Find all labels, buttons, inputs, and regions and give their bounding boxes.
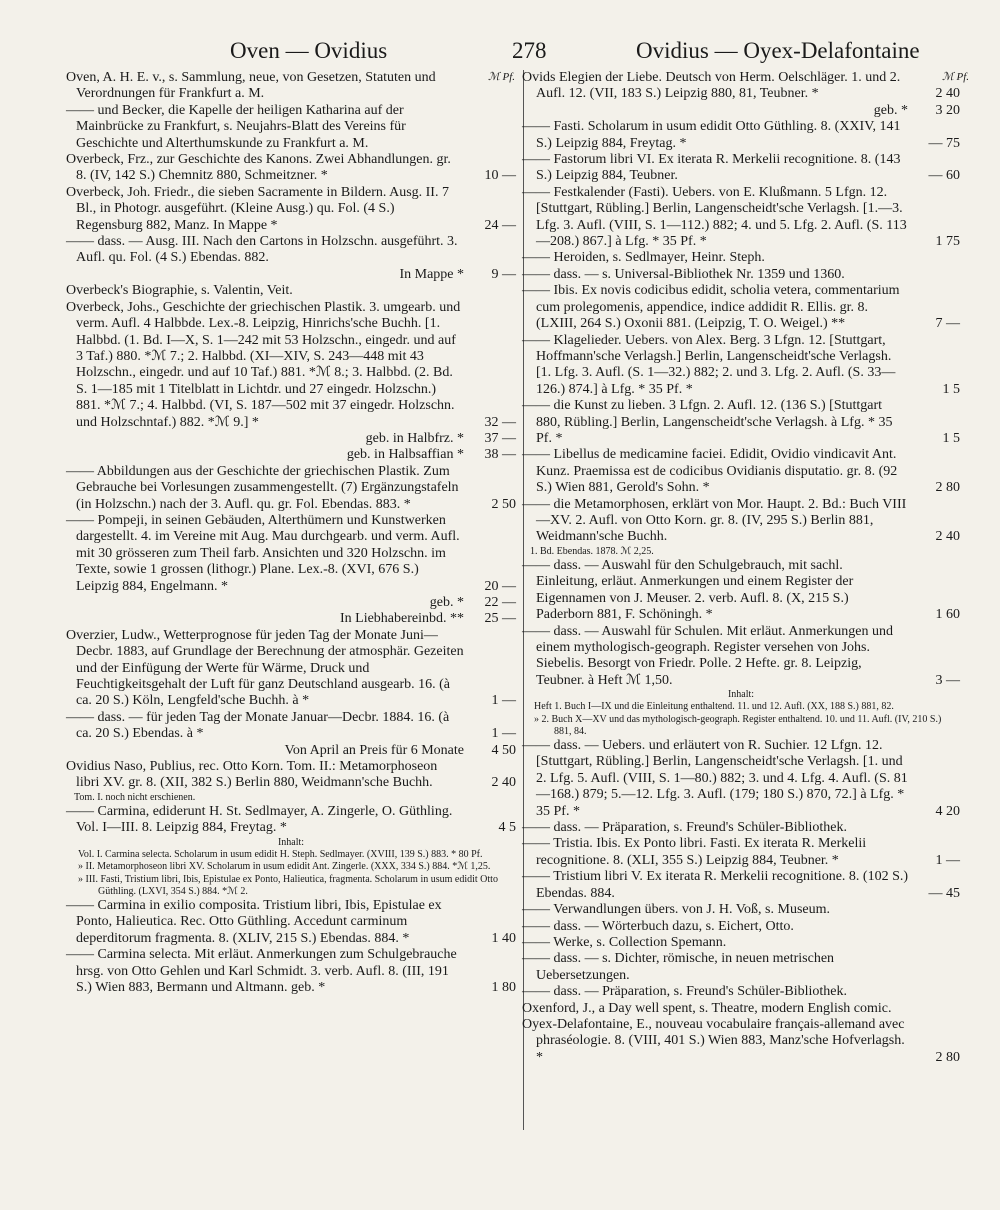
catalog-entry	[522, 70, 960, 103]
entry-price: 4 5	[498, 820, 516, 836]
entry-price: 3 20	[935, 102, 960, 118]
catalog-entry	[66, 464, 516, 513]
entry-text: —— dass. — Uebers. und erläutert von R. Suchier. 12 Lfgn. 12. [Stuttgart, Rübling.] Berlin, Langenscheidt'sche Verlagsh. [1. und 2. Lfg. 5. Aufl. (VIII, S. 1—80.) 882; 3. und 4. Lfg. 4. Aufl. (S. 81—168.) 879; 5.—12. Lfg. 3. Aufl. (179; 180 S.) 870, 72.] à Lfg. * 35 Pf. *	[522, 738, 908, 819]
catalog-entry	[66, 804, 516, 837]
money-header-right: ℳ Pf.	[942, 71, 970, 83]
catalog-entry	[522, 902, 960, 918]
entry-price: 2 80	[935, 1049, 960, 1065]
entry-text: —— Fasti. Scholarum in usum edidit Otto Güthling. 8. (XXIV, 141 S.) Leipzig 884, Freytag. *	[522, 119, 901, 151]
entry-note: » 2. Buch X—XV und das mythologisch-geograph. Register enthaltend. 10. und 11. Aufl. (IV, 210 S.) 881, 84.	[534, 713, 942, 737]
entry-note: » III. Fasti, Tristium libri, Ibis, Epistulae ex Ponto, Halieutica, fragmenta. Scholarum in usum edidit Otto Güthling. (LXVI, 354 S.) 884. *ℳ 2.	[78, 873, 498, 897]
entry-price: 4 20	[935, 803, 960, 819]
price-variant-line	[66, 743, 516, 759]
catalog-entry	[66, 185, 516, 234]
entry-text: Overbeck, Joh. Friedr., die sieben Sacramente in Bildern. Ausg. II. 7 Bl., in Photogr. ausgeführt. (Kleine Ausg.) qu. Fol. (4 S.) Regensburg 882, Manz. In Mappe *	[66, 184, 449, 233]
variant-label: geb. *	[429, 595, 464, 610]
entry-price: 22 —	[484, 595, 516, 610]
entry-price: 1 5	[942, 430, 960, 446]
entry-price: 1 —	[491, 693, 516, 709]
entry-text: —— Carmina, ediderunt H. St. Sedlmayer, A. Zingerle, O. Güthling. Vol. I—III. 8. Leipzig 884, Freytag. *	[66, 804, 453, 836]
catalog-entry	[522, 333, 960, 399]
catalog-entry	[522, 119, 960, 152]
entry-text: —— die Kunst zu lieben. 3 Lfgn. 2. Aufl. 12. (136 S.) [Stuttgart 880, Rübling.] Berlin, Langenscheidt'sche Verlagsh. à Lfg. * 35 Pf. *	[522, 398, 893, 446]
catalog-entry	[522, 820, 960, 836]
catalog-entry	[522, 1017, 960, 1066]
entry-note: Vol. I. Carmina selecta. Scholarum in usum edidit H. Steph. Sedlmayer. (XVIII, 139 S.) 883. * 80 Pf.	[78, 849, 483, 861]
catalog-entry	[522, 984, 960, 1000]
entry-text: Oyex-Delafontaine, E., nouveau vocabulaire français-allemand avec phraséologie. 8. (VIII, 401 S.) Wien 883, Manz'sche Hofverlagsh. *	[522, 1016, 905, 1065]
catalog-entry	[66, 898, 516, 947]
catalog-entry	[66, 513, 516, 595]
right-column	[522, 70, 960, 1066]
catalog-entry	[66, 759, 516, 792]
variant-label: In Liebhabereinbd. **	[339, 611, 464, 627]
money-header-left: ℳ Pf.	[488, 71, 516, 83]
entry-price: 1 40	[491, 930, 516, 946]
catalog-entry	[522, 558, 960, 624]
entry-text: —— die Metamorphosen, erklärt von Mor. Haupt. 2. Bd.: Buch VIII—XV. 2. Aufl. von Otto Korn. gr. 8. (IV, 295 S.) Berlin 881, Weidmann'sche Buchh.	[522, 496, 907, 545]
entry-text: —— Tristia. Ibis. Ex Ponto libri. Fasti. Ex iterata R. Merkelii recognitione. 8. (XLI, 355 S.) Leipzig 884, Teubner. *	[522, 836, 867, 868]
entry-text: —— dass. — Wörterbuch dazu, s. Eichert, Otto.	[522, 918, 794, 934]
entry-text: Oven, A. H. E. v., s. Sammlung, neue, von Gesetzen, Statuten und Verordnungen für Frankfurt a. M.	[66, 70, 436, 102]
catalog-entry	[66, 710, 516, 743]
catalog-entry	[66, 300, 516, 431]
entry-price: 9 —	[491, 266, 516, 282]
entry-price: — 60	[928, 168, 960, 184]
entry-text: —— Verwandlungen übers. von J. H. Voß, s. Museum.	[522, 902, 830, 918]
catalog-entry	[66, 152, 516, 185]
catalog-entry	[66, 628, 516, 710]
entry-text: Overbeck's Biographie, s. Valentin, Veit.	[66, 283, 293, 299]
catalog-entry	[522, 836, 960, 869]
entry-price: 2 40	[935, 86, 960, 102]
price-variant-line	[66, 595, 516, 611]
variant-label: geb. in Halbsaffian *	[346, 447, 464, 463]
header-left-title: Oven — Ovidius	[230, 38, 388, 63]
catalog-entry	[66, 234, 516, 267]
entry-price: 20 —	[484, 578, 516, 594]
entry-text: —— dass. — Ausg. III. Nach den Cartons in Holzschn. ausgeführt. 3. Aufl. qu. Fol. (4 S.) Ebendas. 882.	[66, 234, 458, 266]
entry-note: 1. Bd. Ebendas. 1878. ℳ 2,25.	[530, 545, 654, 557]
entry-price: 2 50	[491, 496, 516, 512]
entry-price: 3 —	[935, 672, 960, 688]
entry-price: 24 —	[484, 217, 516, 233]
entry-note: » II. Metamorphoseon libri XV. Scholarum in usum edidit Ant. Zingerle. (XXX, 334 S.) 884. *ℳ 1,25.	[78, 861, 491, 873]
entry-price: 4 50	[491, 742, 516, 758]
variant-label: geb. in Halbfrz. *	[365, 430, 464, 446]
entry-price: 10 —	[484, 168, 516, 184]
catalog-entry	[522, 935, 960, 951]
variant-label: geb. *	[873, 102, 908, 118]
entry-price: — 75	[928, 135, 960, 151]
entry-text: —— Klagelieder. Uebers. von Alex. Berg. 3 Lfgn. 12. [Stuttgart, Hoffmann'sche Verlagsh.] Berlin, Langenscheidt'sche Verlagsh. [1. Lfg. 3. Aufl. (S. 1—32.) 882; 2. und 3. Lfg. 2. Aufl. (S. 33—126.) 874.] à Lfg. * 35 Pf. *	[522, 332, 896, 397]
entry-text: —— Libellus de medicamine faciei. Edidit, Ovidio vindicavit Ant. Kunz. Praemissa est de codicibus Ovidianis disputatio. gr. 8. (92 S.) Wien 881, Gerold's Sohn. *	[522, 447, 898, 496]
entry-text: —— Werke, s. Collection Spemann.	[522, 934, 727, 950]
catalog-entry	[522, 1001, 960, 1017]
catalog-entry	[66, 70, 516, 103]
entry-price: 2 80	[935, 480, 960, 496]
entry-text: —— Carmina in exilio composita. Tristium libri, Ibis, Epistulae ex Ponto, Halieutica. Rec. Otto Güthling. Accedunt carminum deperditorum fragmenta. 8. (XLIV, 215 S.) Ebendas. 884. *	[66, 897, 442, 946]
entry-price: 1 60	[935, 607, 960, 623]
catalog-entry	[522, 267, 960, 283]
entry-price: — 45	[928, 885, 960, 901]
catalog-entry	[522, 951, 960, 984]
entry-text: Oxenford, J., a Day well spent, s. Theatre, modern English comic.	[522, 1000, 892, 1016]
entry-text: —— Ibis. Ex novis codicibus edidit, scholia vetera, commentarium cum prolegomenis, appendice, indice addidit R. Ellis. gr. 8. (LXIII, 264 S.) Oxonii 881. (Leipzig, T. O. Weigel.) **	[522, 283, 900, 332]
entry-price: 38 —	[484, 447, 516, 463]
entry-price: 2 40	[935, 529, 960, 545]
entry-text: —— dass. — Präparation, s. Freund's Schüler-Bibliothek.	[522, 984, 847, 1000]
entry-price: 1 75	[935, 234, 960, 250]
left-column	[66, 70, 516, 996]
entry-price: 25 —	[484, 611, 516, 627]
catalog-entry	[522, 398, 960, 447]
entry-text: Ovids Elegien der Liebe. Deutsch von Herm. Oelschläger. 1. und 2. Aufl. 12. (VII, 183 S.) Leipzig 880, 81, Teubner. *	[522, 70, 901, 102]
catalog-entry	[522, 497, 960, 546]
entry-text: —— Heroiden, s. Sedlmayer, Heinr. Steph.	[522, 250, 765, 266]
entry-text: —— Abbildungen aus der Geschichte der griechischen Plastik. Zum Gebrauche bei Vorlesungen zusammengestellt. (7) Ergänzungstafeln (in Holzschn.) nach der 3. Aufl. qu. gr. Fol. Ebendas. 883. *	[66, 463, 459, 512]
catalog-entry	[522, 185, 960, 251]
entry-price: 7 —	[935, 316, 960, 332]
catalog-entry	[522, 624, 960, 690]
entry-note: Inhalt:	[727, 689, 755, 701]
header-right-title: Ovidius — Oyex-Delafontaine	[636, 38, 920, 63]
catalog-entry	[522, 919, 960, 935]
price-variant-line	[522, 103, 960, 119]
entry-price: 1 5	[942, 381, 960, 397]
variant-label: Von April an Preis für 6 Monate	[284, 742, 464, 758]
entry-price: 1 80	[491, 979, 516, 995]
entry-text: —— dass. — Auswahl für den Schulgebrauch, mit sachl. Einleitung, erläut. Anmerkungen und einem Register der Eigennamen von J. Meuser. 2. verb. Aufl. 8. (X, 215 S.) Paderborn 881, F. Schöningh. *	[522, 557, 854, 623]
entry-price: 2 40	[491, 775, 516, 791]
entry-price: 32 —	[484, 414, 516, 430]
price-variant-line	[66, 447, 516, 463]
entry-text: —— dass. — für jeden Tag der Monate Januar—Decbr. 1884. 16. (à ca. 20 S.) Ebendas. à *	[66, 709, 450, 742]
entry-text: Overbeck, Frz., zur Geschichte des Kanons. Zwei Abhandlungen. gr. 8. (IV, 142 S.) Chemnitz 880, Schmeitzner. *	[66, 152, 451, 184]
catalog-entry	[522, 738, 960, 820]
entry-price: 37 —	[484, 430, 516, 446]
price-variant-line	[66, 431, 516, 447]
catalog-entry	[66, 947, 516, 996]
entry-note: Inhalt:	[277, 836, 305, 848]
catalog-entry	[66, 103, 516, 152]
catalog-entry	[522, 869, 960, 902]
entry-text: —— dass. — s. Universal-Bibliothek Nr. 1359 und 1360.	[522, 266, 845, 282]
entry-text: —— Festkalender (Fasti). Uebers. von E. Klußmann. 5 Lfgn. 12. [Stuttgart, Rübling.] Berlin, Langenscheidt'sche Verlagsh. [1.—3. Lfg. 3. Aufl. (VIII, S. 1—112.) 882; 4. und 5. Lfg. 2. Aufl. (S. 113—208.) 867.] à Lfg. * 35 Pf. *	[522, 184, 907, 250]
entry-text: —— und Becker, die Kapelle der heiligen Katharina auf der Mainbrücke zu Frankfurt, s. Neujahrs-Blatt des Vereins für Geschichte und Alterthumskunde zu Frankfurt a. M.	[66, 102, 406, 151]
entry-text: —— dass. — s. Dichter, römische, in neuen metrischen Uebersetzungen.	[522, 951, 835, 983]
entry-note: Tom. I. noch nicht erschienen.	[74, 791, 196, 803]
catalog-entry	[66, 283, 516, 299]
entry-price: 1 —	[491, 726, 516, 742]
catalog-entry	[522, 447, 960, 496]
entry-text: —— Pompeji, in seinen Gebäuden, Alterthümern und Kunstwerken dargestellt. 4. im Vereine mit Aug. Mau durchgearb. und verm. Aufl. mit 30 grösseren zum Theil farb. Ansichten und 320 Holzschn. im Texte, sowie 1 grossen (lithogr.) Plane. Lex.-8. (XVI, 676 S.) Leipzig 884, Engelmann. *	[66, 512, 460, 594]
price-variant-line	[66, 611, 516, 627]
entry-text: —— dass. — Präparation, s. Freund's Schüler-Bibliothek.	[522, 820, 847, 836]
entry-text: —— Tristium libri V. Ex iterata R. Merkelii recognitione. 8. (102 S.) Ebendas. 884.	[522, 869, 909, 901]
price-variant-line	[66, 267, 516, 283]
catalog-entry	[522, 250, 960, 266]
entry-text: Overzier, Ludw., Wetterprognose für jeden Tag der Monate Juni—Decbr. 1883, auf Grundlage der Berechnung der atmosphär. Gezeiten und der Einfügung der Werte für Wärme, Druck und Feuchtigkeitsgehalt der Luft für ganz Deutschland ausgearb. 16. (à ca. 20 S.) Köln, Lengfeld'sche Buchh. à *	[66, 627, 464, 709]
catalog-entry	[522, 152, 960, 185]
entry-text: —— dass. — Auswahl für Schulen. Mit erläut. Anmerkungen und einem mythologisch-geograph. Register versehen von Johs. Siebelis. Besorgt von Friedr. Polle. 2 Hefte. gr. 8. Leipzig, Teubner. à Heft ℳ 1,50.	[522, 623, 893, 688]
page-number: 278	[512, 38, 547, 63]
entry-text: —— Carmina selecta. Mit erläut. Anmerkungen zum Schulgebrauche hrsg. von Otto Gehlen und Karl Schmidt. 3. verb. Aufl. 8. (III, 191 S.) Wien 883, Bermann und Altmann. geb. *	[66, 947, 457, 995]
catalog-entry	[522, 283, 960, 332]
variant-label: In Mappe *	[399, 266, 464, 282]
entry-price: 1 —	[935, 852, 960, 868]
entry-text: Overbeck, Johs., Geschichte der griechischen Plastik. 3. umgearb. und verm. Aufl. 4 Halbbde. Lex.-8. Leipzig, Hinrichs'sche Buchh. [1. Halbbd. (1. Bd. I—X, S. 1—242 mit 53 Holzschn., eingedr. und auf 3 Taf.) 880. *ℳ 7.; 2. Halbbd. (XI—XIV, S. 243—448 mit 43 Holzschn., eingedr. und auf 10 Taf.) 881. *ℳ 8.; 3. Halbbd. (2. Bd. S. 1—185 mit 1 Titelblatt in Lichtdr. und 27 eingedr. Holzschn.) 881. *ℳ 7.; 4. Halbbd. (VI, S. 187—502 mit 37 eingedr. Holzschn. und Holzschntaf.) 882. *ℳ 9.] *	[66, 299, 461, 430]
entry-note: Heft 1. Buch I—IX und die Einleitung enthaltend. 11. und 12. Aufl. (XX, 188 S.) 881, 82.	[534, 701, 894, 713]
entry-text: —— Fastorum libri VI. Ex iterata R. Merkelii recognitione. 8. (143 S.) Leipzig 884, Teubner.	[522, 152, 901, 184]
entry-text: Ovidius Naso, Publius, rec. Otto Korn. Tom. II.: Metamorphoseon libri XV. gr. 8. (XII, 382 S.) Berlin 880, Weidmann'sche Buchh.	[66, 759, 438, 791]
